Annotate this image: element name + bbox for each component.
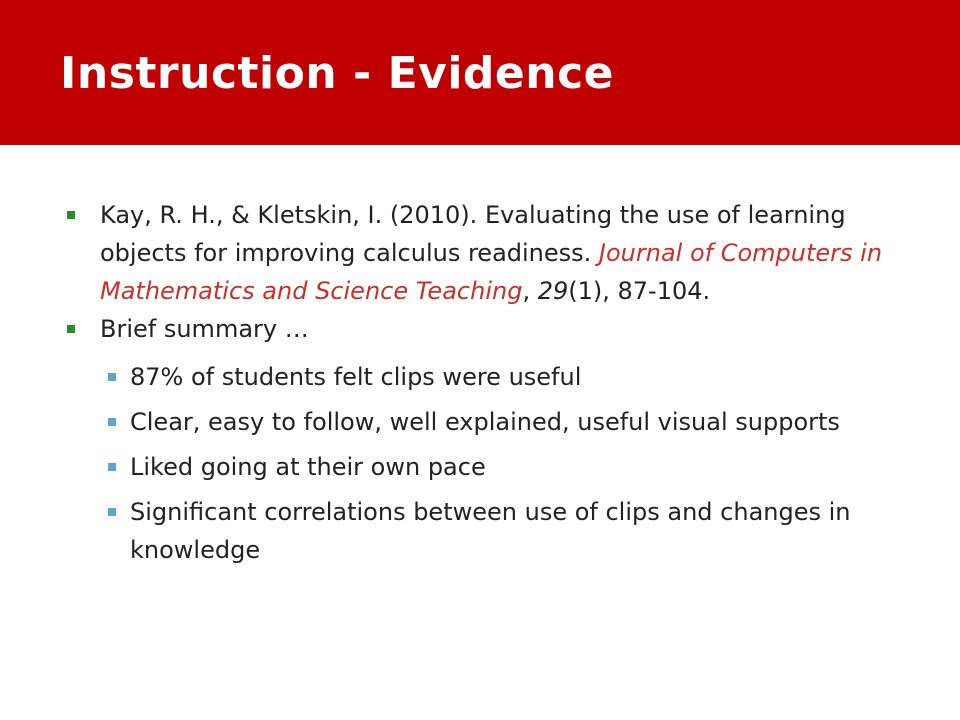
summary-point [64,358,910,396]
citation-issue-pages: (1), 87-104. [568,277,711,305]
summary-point-text: Clear, easy to follow, well explained, useful visual supports [130,408,840,436]
summary-point-text: Liked going at their own pace [130,453,486,481]
slide-title: Instruction - Evidence [60,48,614,99]
slide-content [64,196,910,569]
square-bullet-icon [67,211,75,219]
citation-volume: 29 [537,277,569,305]
summary-point [64,493,910,569]
summary-point [64,448,910,486]
citation-separator: , [522,277,538,305]
summary-point-text: 87% of students felt clips were useful [130,363,582,391]
square-bullet-icon [108,508,116,516]
summary-point [64,403,910,441]
summary-label: Brief summary … [100,315,309,343]
title-bar [0,0,960,145]
square-bullet-icon [108,373,116,381]
citation-text: Kay, R. H., & Kletskin, I. (2010). Evaluating the use of learning objects for improving calculus readiness. [100,201,846,267]
citation-item [64,196,910,310]
summary-item [64,310,910,348]
square-bullet-icon [108,418,116,426]
square-bullet-icon [67,325,75,333]
square-bullet-icon [108,463,116,471]
citation-journal: Journal of Computers in Mathematics and Science Teaching [100,239,883,305]
summary-point-text: Significant correlations between use of clips and changes in knowledge [130,498,851,564]
